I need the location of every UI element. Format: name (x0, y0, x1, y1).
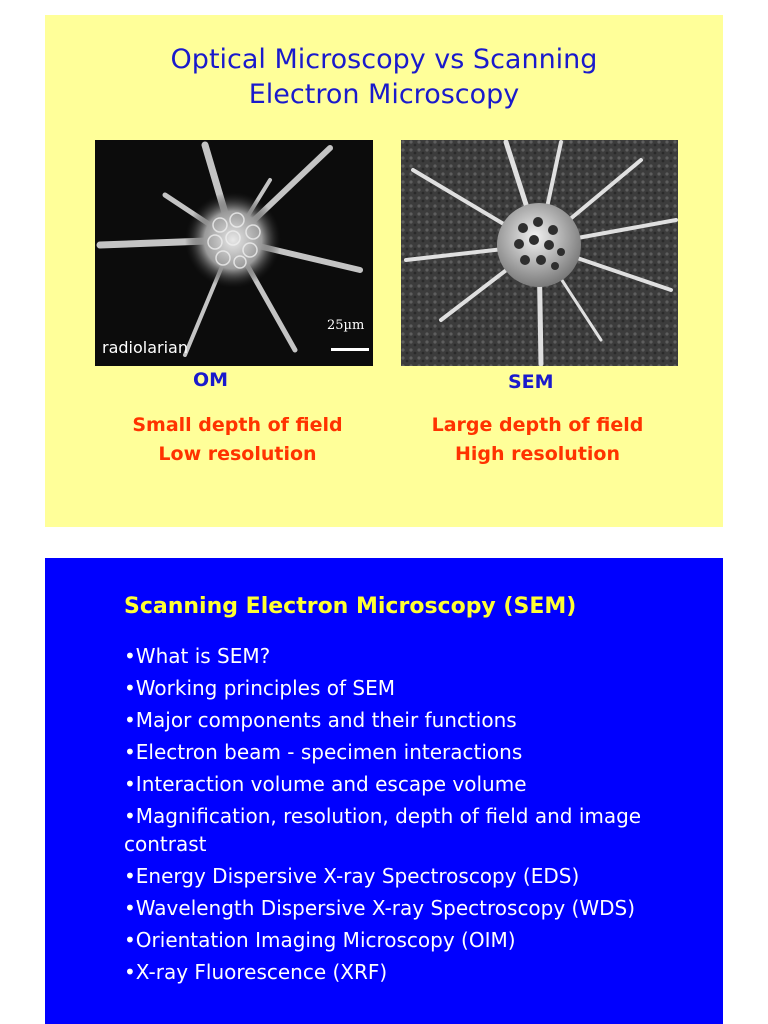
om-image-caption: radiolarian (102, 338, 188, 357)
scale-bar-label: 25µm (327, 318, 365, 333)
sem-resolution: High resolution (455, 443, 620, 465)
slide-title-line-2: Electron Microscopy (248, 79, 520, 110)
om-label: OM (193, 369, 229, 391)
slide-title-line-1: Optical Microscopy vs Scanning (170, 44, 598, 75)
sem-radiolarian-image (401, 140, 678, 366)
sem-properties (405, 411, 670, 469)
sem-depth-of-field: Large depth of field (431, 414, 644, 436)
list-item: •Magnification, resolution, depth of field and image contrast (124, 804, 642, 856)
sem-radiolarian-graphic (401, 140, 678, 366)
list-item: •X-ray Fluorescence (XRF) (124, 960, 388, 984)
slide-title (45, 42, 723, 112)
list-item: •Electron beam - specimen interactions (124, 740, 523, 764)
topic-list (124, 642, 684, 990)
slide-sem-outline (45, 558, 723, 1024)
list-item: •Working principles of SEM (124, 676, 395, 700)
slide-title: Scanning Electron Microscopy (SEM) (124, 594, 577, 619)
list-item: •Orientation Imaging Microscopy (OIM) (124, 928, 516, 952)
om-properties (105, 411, 370, 469)
om-radiolarian-image (95, 140, 373, 366)
list-item: •Major components and their functions (124, 708, 517, 732)
list-item: •What is SEM? (124, 644, 271, 668)
sem-label: SEM (508, 371, 554, 393)
om-resolution: Low resolution (158, 443, 317, 465)
slide-om-vs-sem (45, 15, 723, 527)
scale-bar (331, 348, 369, 351)
om-depth-of-field: Small depth of field (132, 414, 343, 436)
list-item: •Wavelength Dispersive X-ray Spectroscopy (WDS) (124, 896, 636, 920)
list-item: •Energy Dispersive X-ray Spectroscopy (EDS) (124, 864, 580, 888)
list-item: •Interaction volume and escape volume (124, 772, 527, 796)
